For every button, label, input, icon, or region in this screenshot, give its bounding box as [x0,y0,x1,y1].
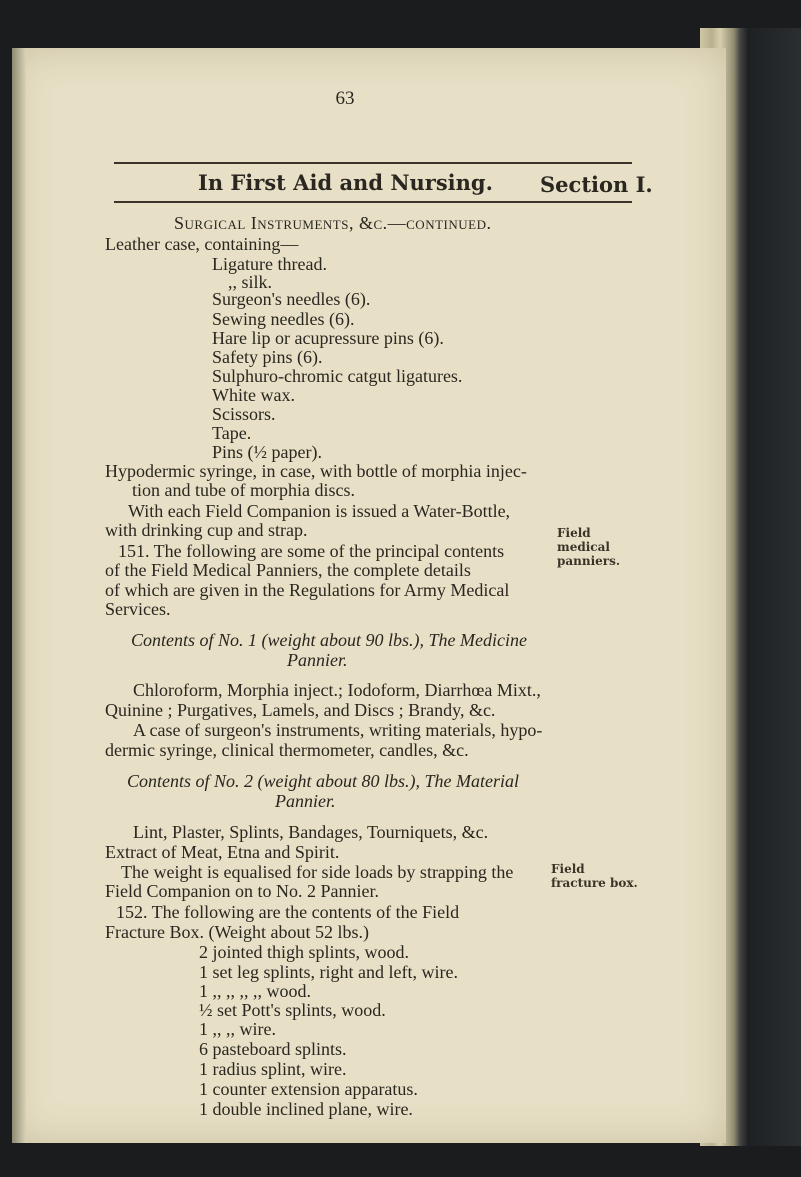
text-line: tion and tube of morphia discs. [132,480,355,500]
text-line: Field Companion on to No. 2 Pannier. [105,881,379,901]
running-header-title: In First Aid and Nursing. [198,170,493,195]
text-line: Sulphuro-chromic catgut ligatures. [212,366,463,386]
text-line: 151. The following are some of the principal contents [118,541,505,561]
text-line: A case of surgeon's instruments, writing materials, hypo- [133,720,543,740]
text-line: Chloroform, Morphia inject.; Iodoform, Diarrhœa Mixt., [133,680,541,700]
margin-note: Field [551,862,585,876]
text-line: The weight is equalised for side loads by strapping the [121,862,514,882]
text-line: Pins (½ paper). [212,442,322,462]
text-line: Pannier. [287,650,348,670]
text-line: Surgical Instruments, &c.—continued. [174,213,492,233]
text-line: Fracture Box. (Weight about 52 lbs.) [105,922,369,942]
text-line: White wax. [212,385,295,405]
text-line: Contents of No. 2 (weight about 80 lbs.), The Material [127,771,519,791]
text-line: With each Field Companion is issued a Water-Bottle, [128,501,511,521]
text-line: Sewing needles (6). [212,309,355,329]
text-line: Leather case, containing— [105,234,299,254]
text-line: 1 double inclined plane, wire. [199,1099,413,1119]
text-line: dermic syringe, clinical thermometer, candles, &c. [105,740,469,760]
text-line: 152. The following are the contents of the Field [116,902,460,922]
text-line: 1 set leg splints, right and left, wire. [199,962,458,982]
text-line: 1 radius splint, wire. [199,1059,347,1079]
header-rule-top [114,162,632,164]
text-line: Tape. [212,423,252,443]
margin-note: fracture box. [551,876,638,890]
running-header-section: Section I. [540,172,653,197]
page-number: 63 [335,88,355,109]
margin-note: medical [557,540,610,554]
text-line: Contents of No. 1 (weight about 90 lbs.), The Medicine [131,630,527,650]
text-line: ½ set Pott's splints, wood. [199,1000,386,1020]
text-line: with drinking cup and strap. [105,520,308,540]
text-line: Quinine ; Purgatives, Lamels, and Discs ; Brandy, &c. [105,700,496,720]
margin-note: Field [557,526,591,540]
text-line: of which are given in the Regulations for Army Medical [105,580,510,600]
text-line: Services. [105,599,171,619]
text-line: Surgeon's needles (6). [212,289,371,309]
text-line: 6 pasteboard splints. [199,1039,347,1059]
text-line: Scissors. [212,404,276,424]
text-line: ,, silk. [228,272,273,292]
text-line: Extract of Meat, Etna and Spirit. [105,842,340,862]
text-line: Ligature thread. [212,254,327,274]
header-rule-bottom [114,201,632,203]
text-line: 1 ,, ,, ,, ,, wood. [199,981,311,1001]
text-line: 1 counter extension apparatus. [199,1079,418,1099]
text-line: Pannier. [275,791,336,811]
text-line: Hare lip or acupressure pins (6). [212,328,444,348]
text-line: Safety pins (6). [212,347,323,367]
text-line: Hypodermic syringe, in case, with bottle of morphia injec- [105,461,527,481]
text-line: Lint, Plaster, Splints, Bandages, Tourniquets, &c. [133,822,489,842]
margin-note: panniers. [557,554,621,568]
text-line: of the Field Medical Panniers, the complete details [105,560,471,580]
text-line: 2 jointed thigh splints, wood. [199,942,410,962]
text-line: 1 ,, ,, wire. [199,1019,276,1039]
binding-shadow [12,48,26,1143]
